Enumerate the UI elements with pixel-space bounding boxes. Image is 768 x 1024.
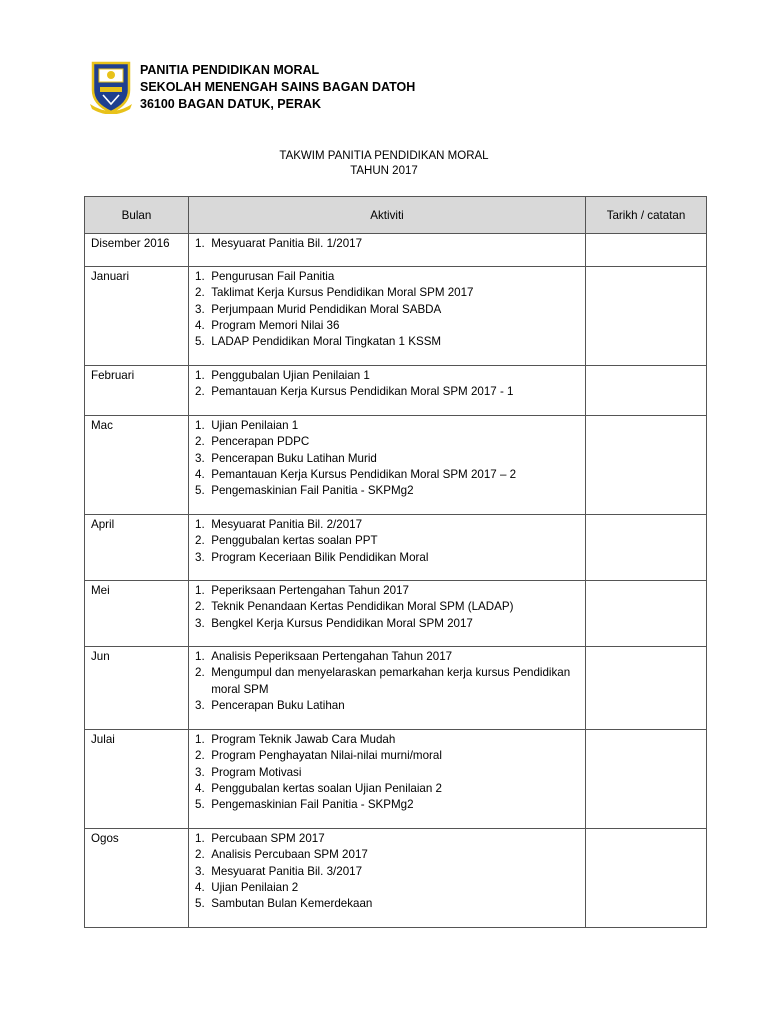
activity-number: 2. [195,848,205,862]
activity-list [195,418,579,499]
date-notes-cell [586,829,707,928]
month-cell [85,416,189,515]
activity-number: 2. [195,666,205,680]
activity-list [195,649,579,714]
activity-text: Pengemaskinian Fail Panitia - SKPMg2 [211,484,414,498]
activity-cell [189,581,586,647]
activity-item [195,334,579,350]
date-notes-cell [586,515,707,581]
activity-text: Analisis Peperiksaan Pertengahan Tahun 2017 [211,650,453,663]
date-notes-cell [586,416,707,515]
activity-cell [189,366,586,416]
activity-cell [189,730,586,829]
activity-text: Analisis Percubaan SPM 2017 [211,848,368,862]
month-cell [85,829,189,928]
activity-text: Peperiksaan Pertengahan Tahun 2017 [211,584,409,597]
activity-list [195,236,579,252]
activity-text: Program Memori Nilai 36 [211,318,340,332]
activity-text: Program Teknik Jawab Cara Mudah [211,733,396,746]
activity-item [195,665,579,698]
activity-item [195,698,579,714]
activity-text: Program Motivasi [211,765,302,779]
activity-number: 5. [195,798,205,812]
date-notes-cell [586,730,707,829]
activity-item [195,269,579,285]
activity-number: 4. [195,467,205,481]
month-label: Disember 2016 [91,237,170,250]
activity-item [195,483,579,499]
document-title [0,149,768,179]
activity-text: Bengkel Kerja Kursus Pendidikan Moral SPM 2017 [211,616,473,630]
table-row [85,730,707,829]
activity-number: 2. [195,286,205,300]
school-header [90,60,415,114]
activity-item [195,384,579,400]
activity-text: Pengemaskinian Fail Panitia - SKPMg2 [211,798,414,812]
activity-item [195,831,579,847]
activity-number: 3. [195,616,205,630]
activity-text: Pemantauan Kerja Kursus Pendidikan Moral SPM 2017 - 1 [211,385,514,399]
activity-number: 3. [195,302,205,316]
date-notes-cell [586,647,707,730]
activity-text: Ujian Penilaian 1 [211,419,299,432]
activity-item [195,302,579,318]
month-cell [85,581,189,647]
activity-item [195,732,579,748]
activity-text: Penggubalan kertas soalan PPT [211,534,378,548]
activity-list [195,517,579,566]
activity-cell [189,647,586,730]
header-month: Bulan [85,197,189,234]
activity-item [195,797,579,813]
activity-item [195,649,579,665]
activity-text: Mesyuarat Panitia Bil. 3/2017 [211,864,363,878]
activity-number: 1. [195,237,205,250]
activity-item [195,550,579,566]
month-cell [85,730,189,829]
activity-number: 1. [195,270,205,283]
month-label: Jun [91,650,110,663]
activity-item [195,418,579,434]
activity-item [195,517,579,533]
activity-text: Sambutan Bulan Kemerdekaan [211,897,373,911]
table-row [85,366,707,416]
table-header-row [85,197,707,234]
activity-cell [189,829,586,928]
activity-cell [189,267,586,366]
month-cell [85,366,189,416]
month-label: Mac [91,419,113,432]
activity-number: 2. [195,600,205,614]
month-label: Januari [91,270,130,283]
activity-text: Pencerapan Buku Latihan [211,698,345,712]
activity-number: 5. [195,484,205,498]
school-name: SEKOLAH MENENGAH SAINS BAGAN DATOH [140,80,416,94]
activity-list [195,583,579,632]
activity-cell [189,234,586,267]
activity-number: 2. [195,534,205,548]
activity-text: Pemantauan Kerja Kursus Pendidikan Moral SPM 2017 – 2 [211,467,517,481]
activity-item [195,765,579,781]
activity-item [195,896,579,912]
activity-item [195,285,579,301]
date-notes-cell [586,366,707,416]
school-crest-logo [90,60,132,114]
month-cell [85,267,189,366]
table-row [85,234,707,267]
activity-item [195,583,579,599]
activity-item [195,533,579,549]
activity-text: Pencerapan PDPC [211,435,310,449]
activity-text: Program Keceriaan Bilik Pendidikan Moral [211,550,429,564]
activity-text: Mesyuarat Panitia Bil. 1/2017 [211,237,363,250]
panel-name: PANITIA PENDIDIKAN MORAL [140,63,320,77]
activity-text: Program Penghayatan Nilai-nilai murni/moral [211,749,442,763]
activity-item [195,880,579,896]
activity-item [195,616,579,632]
school-address [140,60,415,113]
activity-text: Percubaan SPM 2017 [211,832,325,845]
activity-text: Ujian Penilaian 2 [211,880,299,894]
activity-number: 1. [195,650,205,663]
title-line-2: TAHUN 2017 [350,165,418,177]
activity-number: 3. [195,550,205,564]
activity-list [195,368,579,401]
activity-number: 3. [195,864,205,878]
activity-text: Pengurusan Fail Panitia [211,270,335,283]
activity-text: LADAP Pendidikan Moral Tingkatan 1 KSSM [211,335,442,349]
activity-number: 2. [195,749,205,763]
header-date-notes: Tarikh / catatan [586,197,707,234]
activity-item [195,864,579,880]
activity-item [195,781,579,797]
activity-text: Teknik Penandaan Kertas Pendidikan Moral SPM (LADAP) [211,600,514,614]
month-cell [85,234,189,267]
activity-item [195,748,579,764]
table-row [85,581,707,647]
activity-item [195,467,579,483]
table-row [85,267,707,366]
activity-number: 4. [195,318,205,332]
activity-text: Taklimat Kerja Kursus Pendidikan Moral SPM 2017 [211,286,474,300]
activity-number: 4. [195,781,205,795]
table-row [85,515,707,581]
activity-number: 1. [195,584,205,597]
header-activity: Aktiviti [189,197,586,234]
activity-cell [189,515,586,581]
activity-text: Mengumpul dan menyelaraskan pemarkahan kerja kursus Pendidikan moral SPM [211,666,571,696]
month-cell [85,647,189,730]
month-label: Februari [91,369,135,382]
activity-number: 1. [195,419,205,432]
activity-cell [189,416,586,515]
activity-text: Penggubalan kertas soalan Ujian Penilaian 2 [211,781,442,795]
activity-number: 3. [195,698,205,712]
activity-number: 5. [195,897,205,911]
activity-list [195,732,579,813]
date-notes-cell [586,581,707,647]
date-notes-cell [586,234,707,267]
activity-item [195,368,579,384]
activity-number: 3. [195,451,205,465]
activity-item [195,599,579,615]
table-row [85,647,707,730]
activity-number: 5. [195,335,205,349]
month-label: Ogos [91,832,119,845]
activity-number: 1. [195,518,205,531]
table-row [85,416,707,515]
activity-number: 2. [195,435,205,449]
school-postal-address: 36100 BAGAN DATUK, PERAK [140,97,322,111]
date-notes-cell [586,267,707,366]
activity-number: 1. [195,369,205,382]
activity-number: 4. [195,880,205,894]
month-label: Mei [91,584,110,597]
activity-text: Pencerapan Buku Latihan Murid [211,451,377,465]
activity-number: 1. [195,733,205,746]
activity-item [195,236,579,252]
month-label: April [91,518,115,531]
title-line-1: TAKWIM PANITIA PENDIDIKAN MORAL [279,150,489,162]
activity-number: 2. [195,385,205,399]
month-cell [85,515,189,581]
activity-number: 3. [195,765,205,779]
activity-text: Mesyuarat Panitia Bil. 2/2017 [211,518,363,531]
activity-text: Penggubalan Ujian Penilaian 1 [211,369,370,382]
activity-item [195,434,579,450]
activity-item [195,451,579,467]
calendar-table [84,196,707,928]
activity-list [195,269,579,350]
activity-item [195,318,579,334]
activity-number: 1. [195,832,205,845]
month-label: Julai [91,733,115,746]
activity-text: Perjumpaan Murid Pendidikan Moral SABDA [211,302,442,316]
activity-item [195,847,579,863]
activity-list [195,831,579,912]
table-row [85,829,707,928]
